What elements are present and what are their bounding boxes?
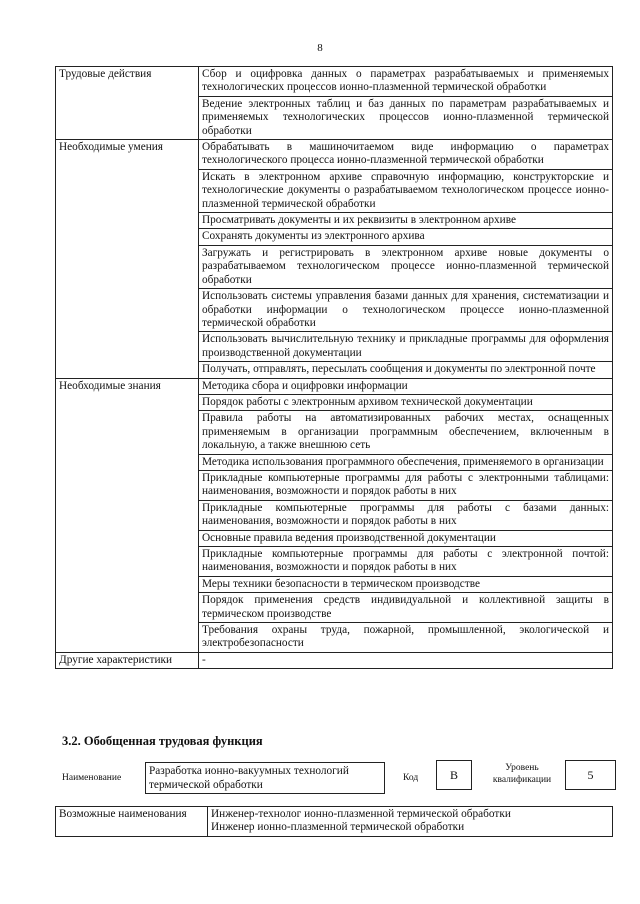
- table-row: [56, 378, 613, 394]
- table-cell: Использовать системы управления базами данных для хранения, систематизации и обработки информации о технологическом процессе ионно-плазменной термической обработки: [199, 289, 613, 332]
- table-cell: Требования охраны труда, пожарной, промышленной, экологической и электробезопасности: [199, 623, 613, 653]
- possible-names-row: [56, 807, 613, 837]
- name-label: Наименование: [62, 773, 122, 783]
- possible-name: Инженер-технолог ионно-плазменной термической обработки: [211, 808, 511, 820]
- table-row: [56, 652, 613, 668]
- table-cell: Прикладные компьютерные программы для работы с электронными таблицами: наименования, возможности и порядок работы в них: [199, 470, 613, 500]
- table-cell: Правила работы на автоматизированных рабочих местах, оснащенных применяемым в организации программным обеспечением, включенным в локальную, а также внешнюю сеть: [199, 411, 613, 454]
- row-group-label: Необходимые умения: [56, 140, 199, 379]
- row-group-label: Трудовые действия: [56, 67, 199, 140]
- table-cell: Основные правила ведения производственной документации: [199, 530, 613, 546]
- table-cell: Сбор и оцифровка данных о параметрах разрабатываемых и применяемых технологических процессов ионно-плазменной термической обработки: [199, 67, 613, 97]
- table-cell: Методика использования программного обеспечения, применяемого в организации: [199, 454, 613, 470]
- possible-names-label: Возможные наименования: [56, 807, 208, 837]
- possible-name: Инженер ионно-плазменной термической обработки: [211, 821, 465, 834]
- table-cell: Ведение электронных таблиц и баз данных по параметрам разрабатываемых и применяемых технологических процессов ионно-плазменной термической обработки: [199, 96, 613, 139]
- row-group-label: Необходимые знания: [56, 378, 199, 652]
- possible-names-table: [55, 806, 613, 837]
- table-cell: Использовать вычислительную технику и прикладные программы для оформления производственной документации: [199, 332, 613, 362]
- table-cell: Искать в электронном архиве справочную информацию, конструкторские и технологические документы о разрабатываемом технологическом процессе ионно-плазменной термической обработки: [199, 169, 613, 212]
- labor-function-table: [55, 66, 613, 669]
- table-cell: -: [199, 652, 613, 668]
- table-cell: Прикладные компьютерные программы для работы с базами данных: наименования, возможности и порядок работы в них: [199, 500, 613, 530]
- table-cell: Порядок применения средств индивидуальной и коллективной защиты в термическом производстве: [199, 593, 613, 623]
- table-cell: Загружать и регистрировать в электронном архиве новые документы о разрабатываемом технологическом процессе ионно-плазменной термической обработки: [199, 245, 613, 288]
- page-number: 8: [317, 42, 323, 54]
- qualification-level-value: 5: [565, 760, 616, 790]
- possible-names-values: [208, 807, 613, 837]
- table-row: [56, 67, 613, 97]
- table-row: [56, 140, 613, 170]
- table-cell: Получать, отправлять, пересылать сообщения и документы по электронной почте: [199, 362, 613, 378]
- code-value: В: [436, 760, 472, 790]
- table-cell: Обрабатывать в машиночитаемом виде информацию о параметрах технологического процесса ионно-плазменной термической обработки: [199, 140, 613, 170]
- table-cell: Методика сбора и оцифровки информации: [199, 378, 613, 394]
- code-label: Код: [403, 773, 419, 783]
- qualification-level-label: Уровень квалификации: [492, 763, 552, 785]
- table-cell: Меры техники безопасности в термическом производстве: [199, 576, 613, 592]
- name-value: Разработка ионно-вакуумных технологий термической обработки: [145, 762, 385, 794]
- table-cell: Просматривать документы и их реквизиты в электронном архиве: [199, 213, 613, 229]
- table-cell: Сохранять документы из электронного архива: [199, 229, 613, 245]
- section-title: 3.2. Обобщенная трудовая функция: [62, 734, 263, 748]
- table-cell: Прикладные компьютерные программы для работы с электронной почтой: наименования, возможности и порядок работы в них: [199, 547, 613, 577]
- row-group-label: Другие характеристики: [56, 652, 199, 668]
- table-cell: Порядок работы с электронным архивом технической документации: [199, 394, 613, 410]
